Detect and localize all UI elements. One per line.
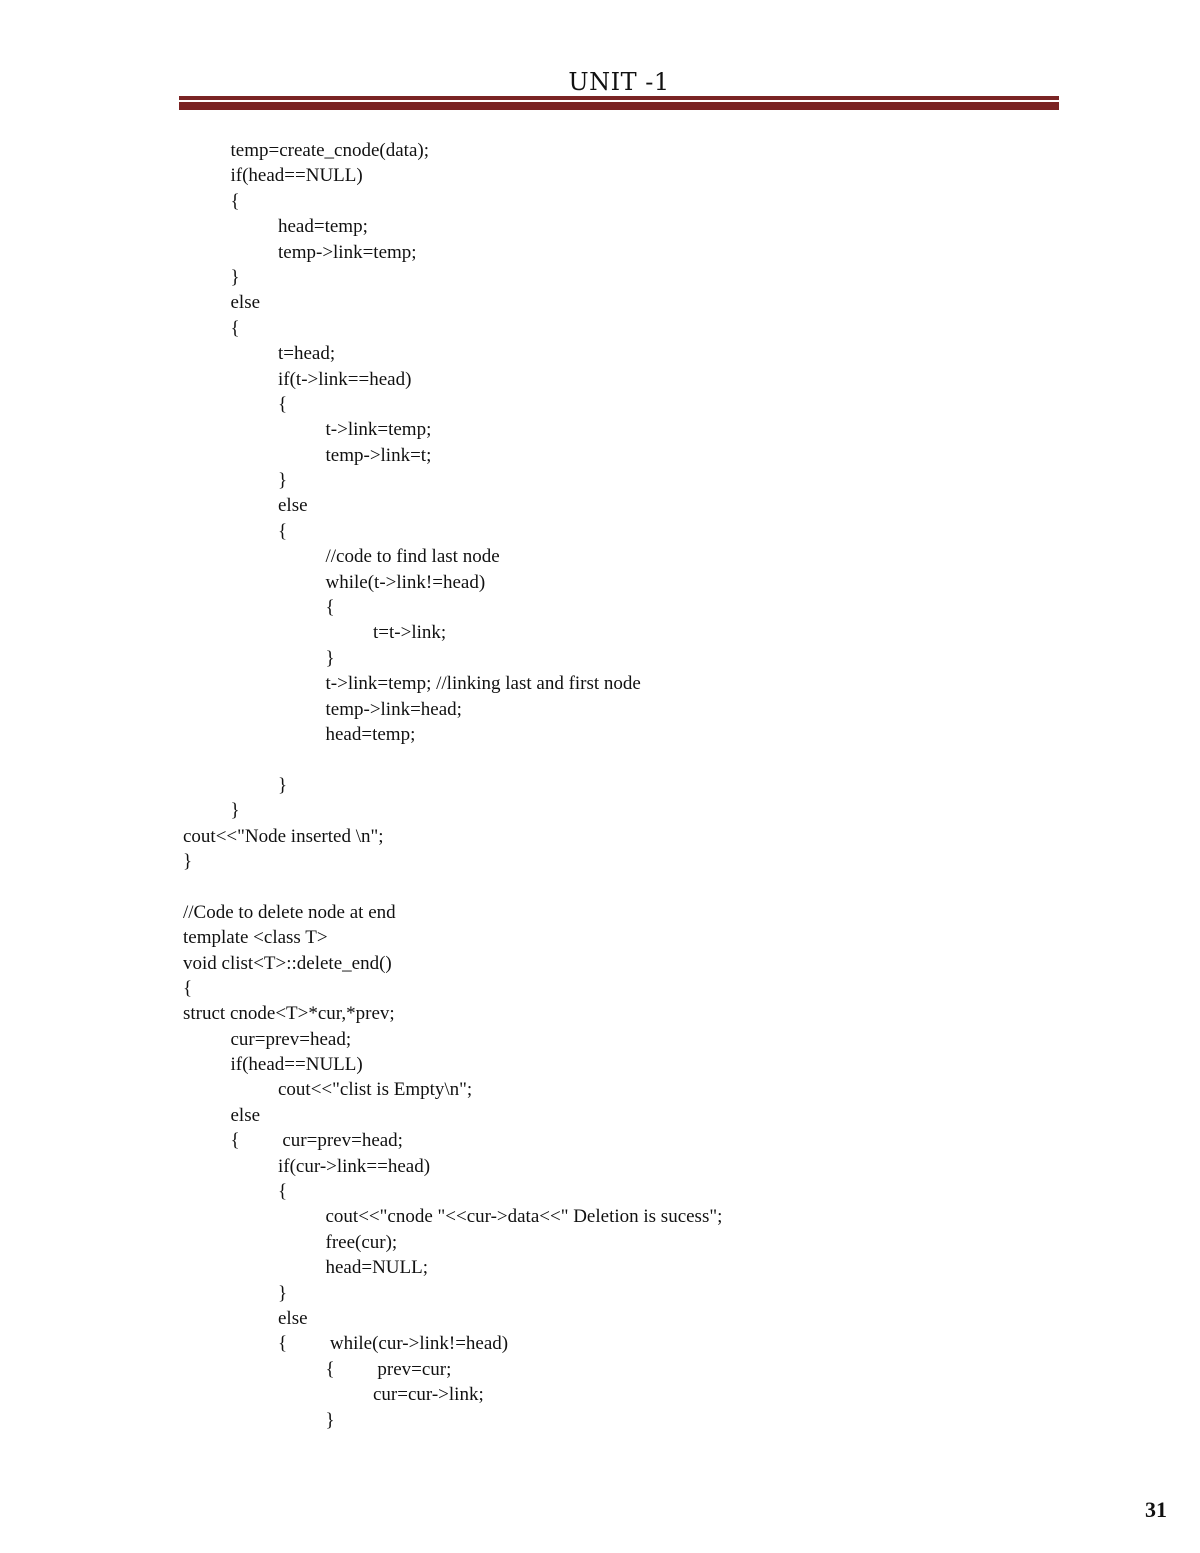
code-line: { [183, 190, 240, 212]
code-line: { prev=cur; [183, 1358, 452, 1380]
code-line: { [183, 317, 240, 339]
header-rule-thick [179, 102, 1059, 110]
code-line: if(cur->link==head) [183, 1155, 431, 1177]
code-line: head=NULL; [183, 1257, 429, 1279]
code-line: if(head==NULL) [183, 165, 363, 187]
code-line: temp->link=t; [183, 444, 432, 466]
code-line: t=head; [183, 343, 336, 365]
code-line: if(head==NULL) [183, 1054, 363, 1076]
code-line: { while(cur->link!=head) [183, 1333, 509, 1355]
code-line: } [183, 774, 288, 796]
code-line: } [183, 1282, 288, 1304]
code-line: if(t->link==head) [183, 368, 412, 390]
code-line: { [183, 597, 335, 619]
code-line: template <class T> [183, 927, 328, 949]
code-line: while(t->link!=head) [183, 571, 486, 593]
page-header-title: UNIT -1 [568, 68, 670, 96]
code-line: else [183, 495, 308, 517]
code-listing [183, 138, 1083, 1433]
code-line: cout<<"clist is Empty\n"; [183, 1079, 473, 1101]
code-line: else [183, 1104, 261, 1126]
code-line: } [183, 800, 240, 822]
code-line: temp=create_cnode(data); [183, 140, 429, 161]
code-line: cout<<"cnode "<<cur->data<<" Deletion is sucess"; [183, 1206, 723, 1228]
code-line: { [183, 1181, 288, 1203]
code-line: t->link=temp; [183, 419, 432, 441]
code-line: } [183, 266, 240, 288]
code-line: cur=cur->link; [183, 1384, 484, 1406]
code-line: t->link=temp; //linking last and first node [183, 673, 641, 695]
header-rule-thin [179, 96, 1059, 100]
page-number: 31 [1145, 1497, 1167, 1522]
code-line: } [183, 470, 288, 492]
code-line: { [183, 393, 288, 415]
code-line: struct cnode<T>*cur,*prev; [183, 1003, 395, 1025]
code-line: cout<<"Node inserted \n"; [183, 825, 384, 847]
code-line: cur=prev=head; [183, 1028, 352, 1050]
code-line-blank [183, 874, 1083, 899]
code-line: free(cur); [183, 1231, 398, 1253]
code-line: t=t->link; [183, 622, 447, 644]
code-line: } [183, 1409, 335, 1431]
code-line: temp->link=temp; [183, 241, 417, 263]
code-line: { [183, 520, 288, 542]
code-line: //Code to delete node at end [183, 901, 396, 923]
code-line: else [183, 292, 261, 314]
code-line: void clist<T>::delete_end() [183, 952, 392, 974]
code-line: head=temp; [183, 216, 368, 238]
code-line: { cur=prev=head; [183, 1130, 403, 1152]
code-line: head=temp; [183, 723, 416, 745]
code-line: else [183, 1307, 308, 1329]
code-line: } [183, 647, 335, 669]
code-line: } [183, 850, 193, 872]
code-line: //code to find last node [183, 546, 500, 568]
code-line: temp->link=head; [183, 698, 462, 720]
code-line-blank [183, 747, 1083, 772]
code-line: { [183, 977, 193, 999]
